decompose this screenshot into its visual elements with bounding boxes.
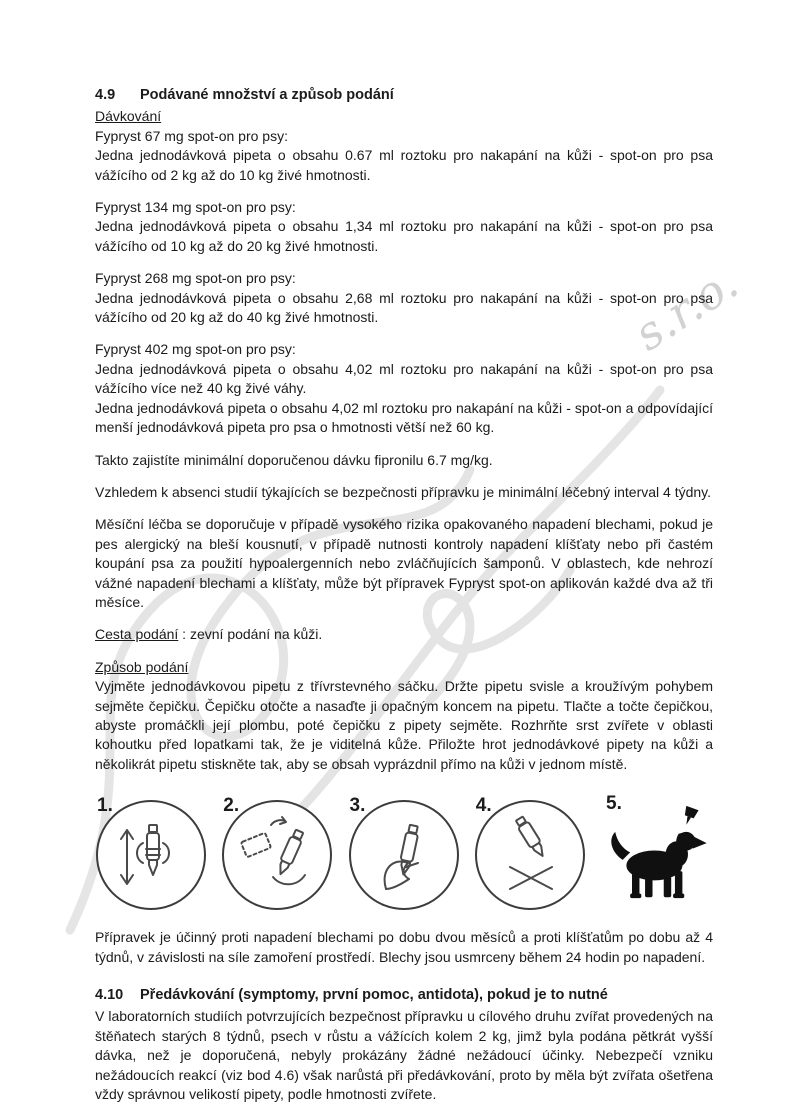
step-4-figure: [474, 796, 587, 912]
document-page: [95, 86, 713, 1104]
step-4-circle: [475, 800, 585, 910]
paragraph-takto: Takto zajistíte minimální doporučenou dávku fipronilu 6.7 mg/kg.: [95, 451, 493, 468]
instruction-figures: [95, 790, 713, 912]
section-4-9-block: [95, 86, 713, 185]
dose-1-product: Fypryst 67 mg spot-on pro psy:: [95, 127, 288, 144]
section-4-10-heading: [95, 986, 713, 1005]
paragraph-zpusob: Vyjměte jednodávkovou pipetu z třívrstevného sáčku. Držte pipetu svisle a kroužívým pohybem sejměte čepičku. Čepičku otočte a nasaďte ji opačným koncem na pipetu. Tlačte a točte čepičkou, abyste promáčkli její plombu, poté čepičku z pipety sejměte. Rozhrňte srst zvířete v oblasti kohoutku před lopatkami tak, že je viditelná kůže. Přiložte hrot jednodávkové pipety na kůži a několikrát pipetu stiskněte tak, aby se obsah vyprázdnil přímo na kůži v jednom místě.: [95, 678, 713, 772]
dog-icon: [604, 804, 716, 912]
dose-4-block: [95, 340, 713, 437]
cesta-podani-value: : zevní podání na kůži.: [178, 626, 323, 643]
zpusob-podani-label: Způsob podání: [95, 658, 189, 675]
step-5-figure: [600, 793, 713, 912]
step-3-circle: [349, 800, 459, 910]
dose-3-block: [95, 269, 713, 327]
hand-pipette-icon: [354, 805, 454, 905]
step-2-number: 2.: [223, 795, 240, 817]
step-1-circle: [96, 800, 206, 910]
step-1-number: 1.: [97, 795, 113, 817]
dose-4-text2: Jedna jednodávková pipeta o obsahu 4,02 ml roztoku pro nakapání na kůži - spot-on a odpovídající menší jednodávková pipeta pro psa o hmotnosti větší než 60 kg.: [95, 399, 713, 436]
section-title: Podávané množství a způsob podání: [140, 87, 394, 103]
section-number: 4.10: [95, 987, 124, 1003]
dose-4-product: Fypryst 402 mg spot-on pro psy:: [95, 341, 296, 358]
apply-to-skin-icon: [480, 805, 580, 905]
dose-1-text: Jedna jednodávková pipeta o obsahu 0.67 ml roztoku pro nakapání na kůži - spot-on pro psa vážícího od 2 kg až do 10 kg živé hmotnosti.: [95, 147, 713, 183]
step-3-figure: [348, 796, 461, 912]
dose-2-block: [95, 198, 713, 256]
dose-2-product: Fypryst 134 mg spot-on pro psy:: [95, 199, 296, 216]
step-4-number: 4.: [475, 795, 492, 817]
step-2-circle: [222, 800, 332, 910]
section-4-10-block: [95, 986, 713, 1104]
dose-3-text: Jedna jednodávková pipeta o obsahu 2,68 ml roztoku pro nakapání na kůži - spot-on pro psa vážícího od 20 kg až do 40 kg živé hmotnosti.: [95, 289, 713, 326]
cesta-podani-line: [95, 625, 713, 644]
section-number: 4.9: [95, 87, 116, 103]
cesta-podani-label: Cesta podání: [95, 626, 179, 643]
paragraph-vzhledem: Vzhledem k absenci studií týkajících se bezpečnosti přípravku je minimální léčebný interval 4 týdny.: [95, 483, 712, 500]
dose-3-product: Fypryst 268 mg spot-on pro psy:: [95, 270, 296, 287]
watermark-text: s.r.o.: [624, 255, 748, 362]
davkovani-label: Dávkování: [95, 108, 162, 125]
flip-cap-icon: [227, 805, 327, 905]
dog-illustration: [604, 804, 716, 912]
step-2-figure: [221, 796, 334, 912]
dose-2-text: Jedna jednodávková pipeta o obsahu 1,34 ml roztoku pro nakapání na kůži - spot-on pro psa vážícího od 10 kg až do 20 kg živé hmotnosti.: [95, 218, 713, 254]
hold-pipette-icon: [101, 805, 201, 905]
section-4-9-heading: [95, 86, 713, 105]
step-5-number: 5.: [606, 793, 622, 815]
step-1-figure: [95, 796, 208, 912]
section-title: Předávkování (symptomy, první pomoc, antidota), pokud je to nutné: [140, 987, 608, 1003]
pipette-icon: [680, 806, 698, 827]
dose-4-text: Jedna jednodávková pipeta o obsahu 4,02 ml roztoku pro nakapání na kůži - spot-on pro psa vážícího více než 40 kg živé váhy.: [95, 360, 713, 397]
paragraph-predavkovani: V laboratorních studiích potvrzujících bezpečnost přípravku u cílového druhu zvířat provedených na štěňatech starých 8 týdnů, psech v růstu a vážících kolem 2 kg, jimž byla podána pětkrát vyšší dávka, než je doporučená, nebyly prokázány žádné nežádoucí účinky. Nebezpečí vzniku nežádoucích reakcí (viz bod 4.6) však narůstá při předávkování, proto by měla být zvířata ošetřena vždy správnou velikostí pipety, podle hmotnosti zvířete.: [95, 1008, 713, 1103]
step-3-number: 3.: [349, 795, 366, 817]
zpusob-podani-block: [95, 658, 713, 774]
paragraph-ucinnost: Přípravek je účinný proti napadení blechami po dobu dvou měsíců a proti klíšťatům po dobu až 4 týdnů, v závislosti na síle zamoření prostředí. Blechy jsou usmrceny během 24 hodin po napadení.: [95, 929, 713, 965]
paragraph-mesicni: Měsíční léčba se doporučuje v případě vysokého rizika opakovaného napadení blechami, pokud je pes alergický na bleší kousnutí, v případě nutnosti kontroly napadení klíšťaty nebo při častém koupání psa za použití hypoalergenních nebo zvláčňujících šamponů. V oblastech, kde nehrozí vážné napadení blechami a klíšťaty, může být přípravek Fypryst spot-on aplikován každé dva až tři měsíce.: [95, 516, 713, 610]
